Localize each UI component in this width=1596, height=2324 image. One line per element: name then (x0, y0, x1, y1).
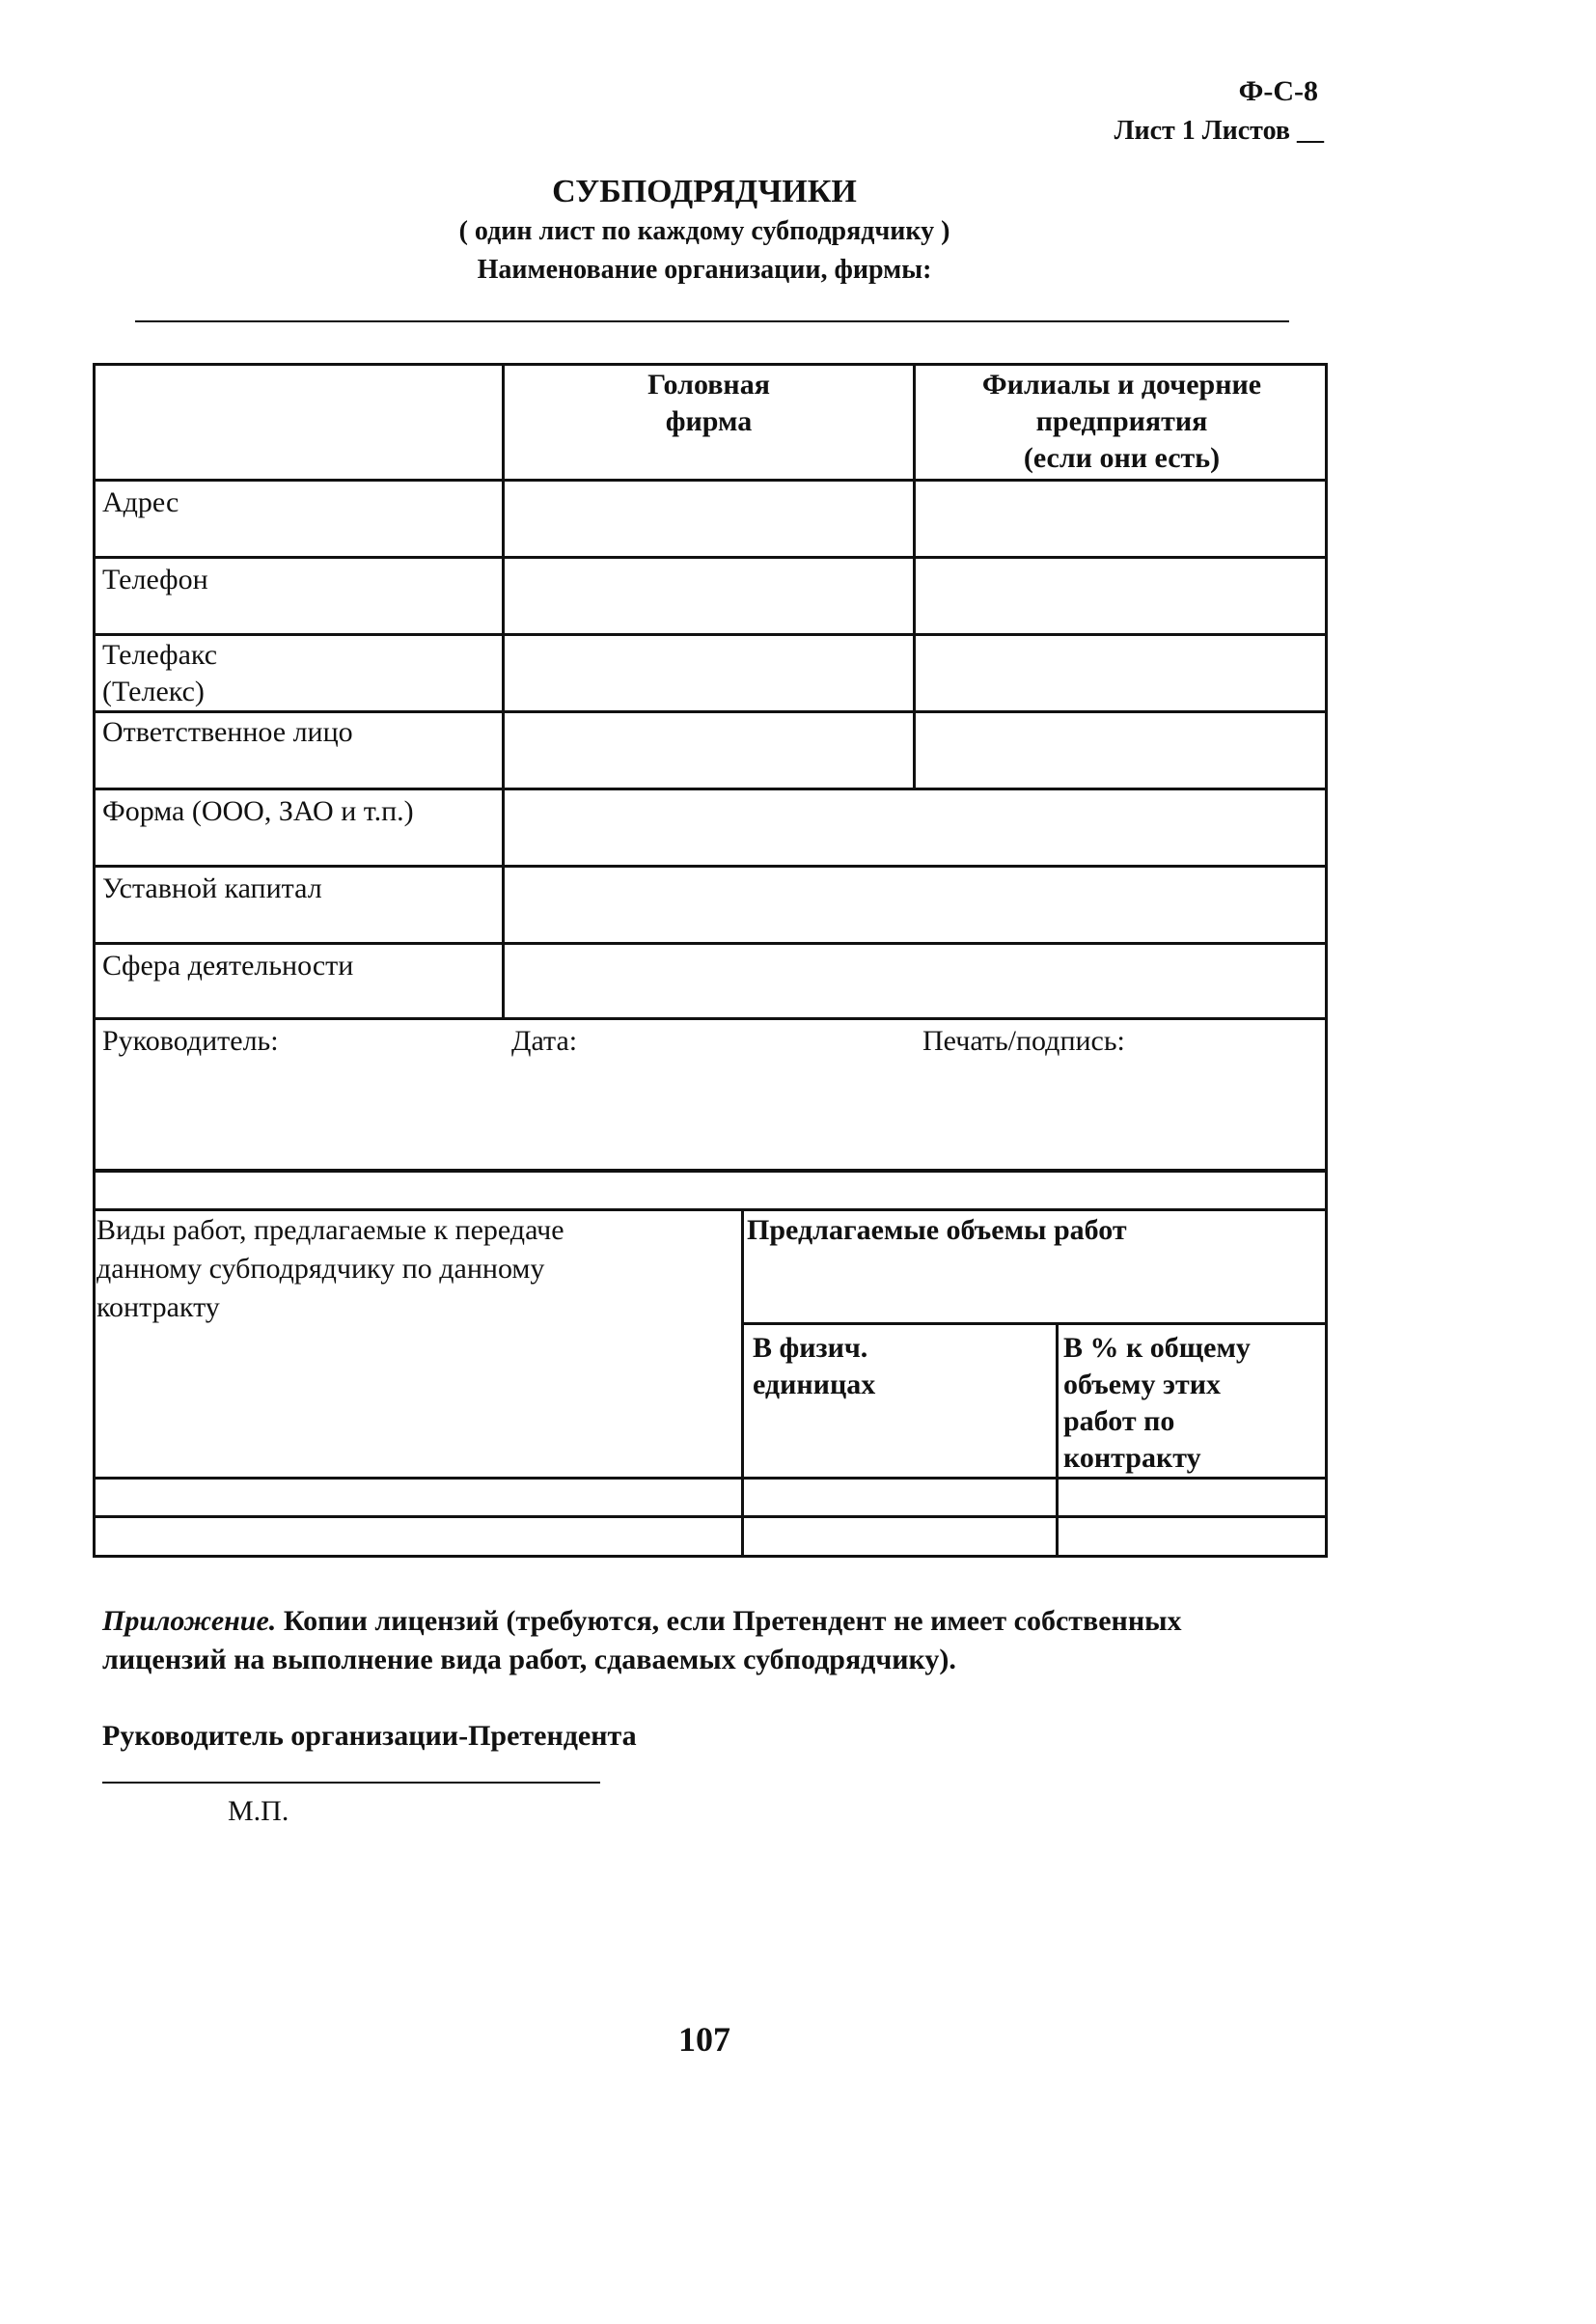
t2-vline (1056, 1322, 1059, 1558)
percent-label-2: объему этих (1063, 1369, 1221, 1400)
t2-vline (741, 1208, 744, 1558)
seal-mp: М.П. (228, 1795, 289, 1827)
percent-label-4: контракту (1063, 1442, 1201, 1474)
signature-line (102, 1782, 600, 1784)
col-branches-3: (если они есть) (1023, 442, 1221, 474)
t1-hline (93, 633, 1328, 636)
t1-hline (93, 710, 1328, 713)
t1-hline (93, 479, 1328, 482)
form-code: Ф-С-8 (1238, 75, 1318, 107)
t1-vline (502, 363, 505, 1019)
t-connector (93, 1170, 96, 1210)
works-label-1: Виды работ, предлагаемые к передаче (96, 1214, 564, 1246)
row-responsible: Ответственное лицо (102, 716, 353, 748)
appendix-note (102, 1602, 1318, 1679)
row-phone: Телефон (102, 564, 208, 595)
works-label-2: данному субподрядчику по данному (96, 1253, 545, 1285)
row-address: Адрес (102, 486, 179, 518)
signature-label: Руководитель организации-Претендента (102, 1720, 637, 1752)
t2-hline (741, 1322, 1328, 1325)
appendix-italic: Приложение. (102, 1605, 277, 1637)
percent-label-3: работ по (1063, 1405, 1175, 1437)
t2-hline (93, 1515, 1328, 1518)
appendix-text-1: Копии лицензий (требуются, если Претендент не имеет собственных (276, 1605, 1182, 1637)
row-activity: Сфера деятельности (102, 950, 354, 982)
seal-label: Печать/подпись: (922, 1025, 1125, 1057)
row-legal-form: Форма (ООО, ЗАО и т.п.) (102, 795, 414, 827)
t1-hline (93, 1170, 1328, 1173)
t1-hline (93, 942, 1328, 945)
page-title: СУБПОДРЯДЧИКИ (552, 174, 857, 209)
t2-hline (93, 1477, 1328, 1480)
col-head-office-2: фирма (665, 405, 753, 437)
page-subtitle: ( один лист по каждому субподрядчику ) (458, 216, 950, 246)
t1-hline (93, 1017, 1328, 1020)
sheet-label: Лист 1 Листов __ (1114, 116, 1324, 146)
org-name-label: Наименование организации, фирмы: (477, 255, 932, 285)
page-number: 107 (678, 2020, 730, 2059)
works-label-3: контракту (96, 1291, 220, 1323)
percent-label-1: В % к общему (1063, 1332, 1251, 1364)
row-fax: Телефакс (102, 639, 218, 671)
t1-hline (93, 788, 1328, 790)
org-name-line (135, 320, 1289, 322)
col-branches-1: Филиалы и дочерние (981, 369, 1262, 401)
t1-hline (93, 865, 1328, 868)
date-label: Дата: (511, 1025, 578, 1057)
volumes-label: Предлагаемые объемы работ (747, 1214, 1127, 1246)
manager-label: Руководитель: (102, 1025, 279, 1057)
t-connector (1325, 1170, 1328, 1210)
phys-units-2: единицах (753, 1369, 876, 1400)
col-head-office-1: Головная (647, 369, 770, 401)
row-telex: (Телекс) (102, 676, 205, 707)
row-capital: Уставной капитал (102, 872, 322, 904)
phys-units-1: В физич. (753, 1332, 868, 1364)
col-branches-2: предприятия (1035, 405, 1208, 437)
t1-hline (93, 556, 1328, 559)
appendix-text-2: лицензий на выполнение вида работ, сдаваемых субподрядчику). (102, 1644, 956, 1675)
